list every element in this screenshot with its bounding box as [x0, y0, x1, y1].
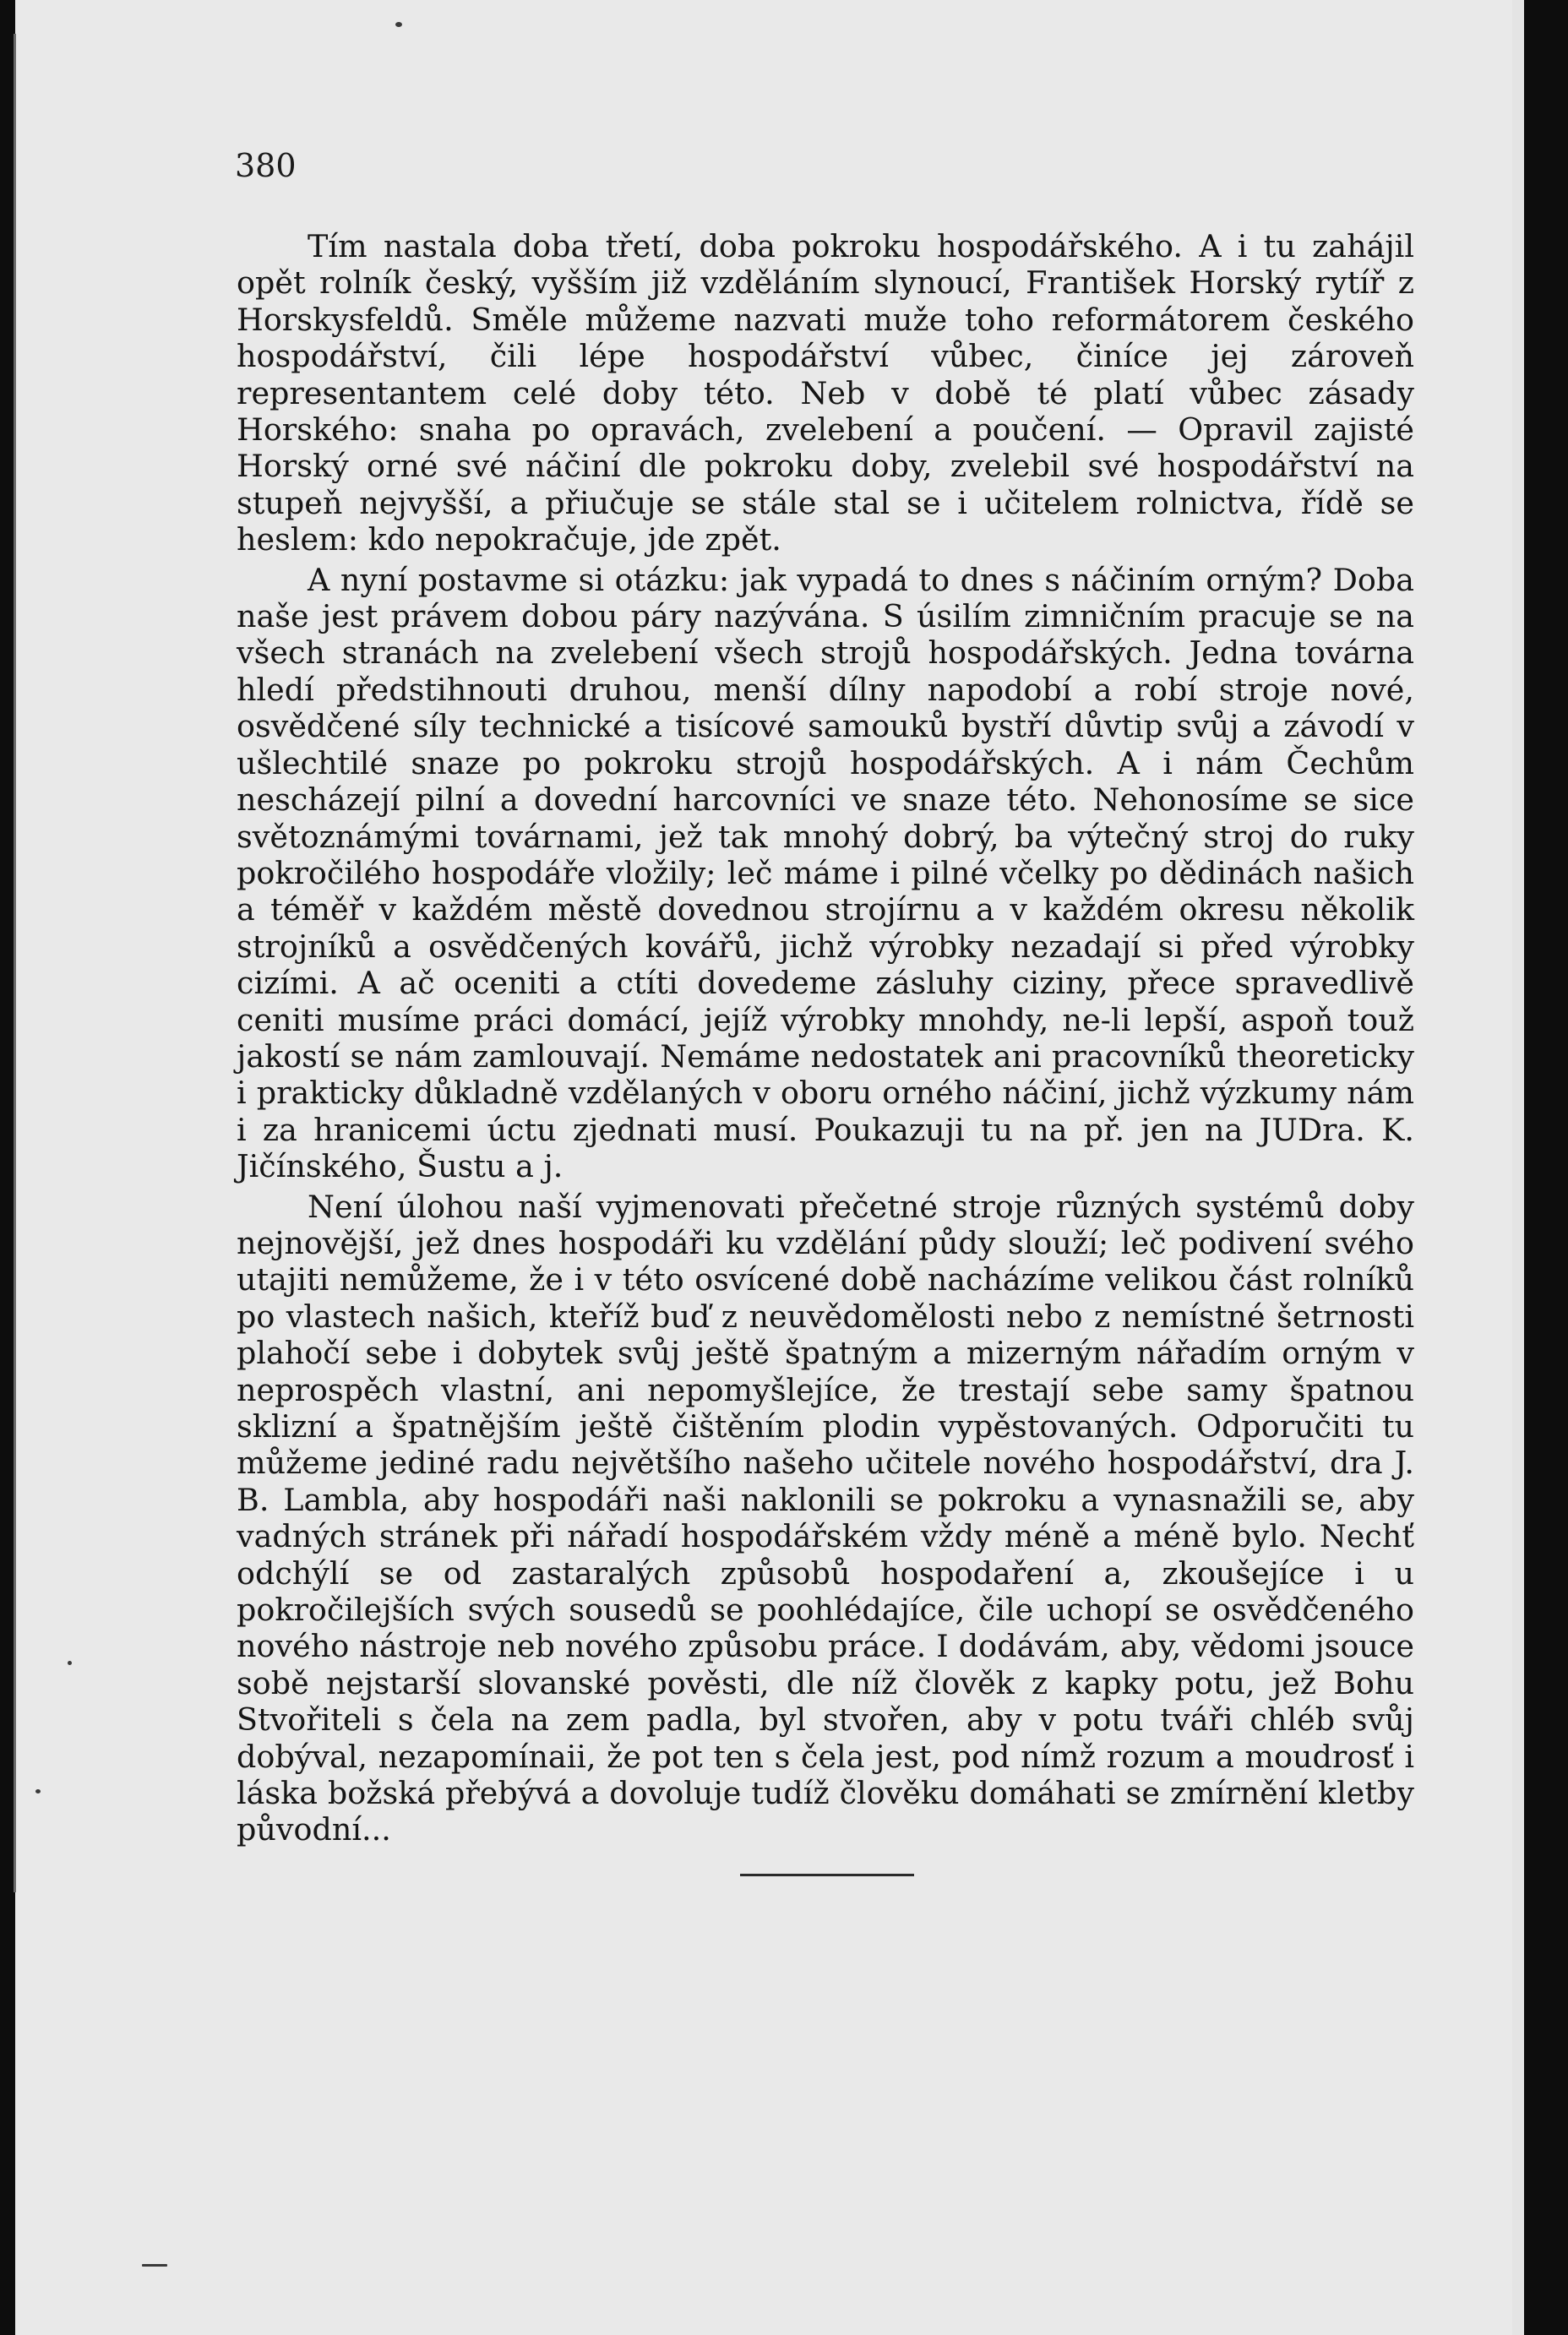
paragraph: Tím nastala doba třetí, doba pokroku hospodářského. A i tu zahájil opět rolník český, vyšším již vzděláním slynoucí, František Horský rytíř z Horskysfeldů. Směle můžeme nazvati muže toho reformátorem českého hospodářství, čili lépe hospodářství vůbec, činíce jej zároveň representantem celé doby této. Neb v době té platí vůbec zásady Horského: snaha po opravách, zvelebení a poučení. — Opravil zajisté Horský orné své náčiní dle pokroku doby, zvelebil své hospodářství na stupeň nejvyšší, a přiučuje se stále stal se i učitelem rolnictva, řídě se heslem: kdo nepokračuje, jde zpět. [237, 228, 1414, 558]
next-page-edge [1512, 0, 1524, 2335]
paragraph: A nyní postavme si otázku: jak vypadá to dnes s náčiním orným? Doba naše jest právem dobou páry nazývána. S úsilím zimničním pracuje se na všech stranách na zvelebení všech strojů hospodářských. Jedna továrna hledí předstihnouti druhou, menší dílny napodobí a robí stroje nové, osvědčené síly technické a tisícové samouků bystří důvtip svůj a závodí v ušlechtilé snaze po pokroku strojů hospodářských. A i nám Čechům nescházejí pilní a dovední harcovníci ve snaze této. Nehonosíme se sice světoznámými továrnami, jež tak mnohý dobrý, ba výtečný stroj do ruky pokročilého hospodáře vložily; leč máme i pilné včelky po dědinách našich a téměř v každém městě dovednou strojírnu a v každém okresu několik strojníků a osvědčených kovářů, jichž výrobky nezadají si před výrobky cizími. A ač oceniti a ctíti dovedeme zásluhy ciziny, přece spravedlivě ceniti musíme práci domácí, jejíž výrobky mnohdy, ne-li lepší, aspoň touž jakostí se nám zamlouvají. Nemáme nedostatek ani pracovníků theoreticky i prakticky důkladně vzdělaných v oboru orného náčiní, jichž výzkumy nám i za hranicemi úctu zjednati musí. Poukazuji tu na př. jen na JUDra. K. Jičínského, Šustu a j. [237, 561, 1414, 1185]
body-text [237, 228, 1414, 1848]
paragraph: Není úlohou naší vyjmenovati přečetné stroje různých systémů doby nejnovější, jež dnes hospodáři ku vzdělání půdy slouží; leč podivení svého utajiti nemůžeme, že i v této osvícené době nacházíme velikou část rolníků po vlastech našich, kteříž buď z neuvědomělosti nebo z nemístné šetrnosti plahočí sebe i dobytek svůj ještě špatným a mizerným nářadím orným v neprospěch vlastní, ani nepomyšlejíce, že trestají sebe samy špatnou sklizní a špatnějším ještě čištěním plodin vypěstovaných. Odporučiti tu můžeme jediné radu největšího našeho učitele nového hospodářství, dra J. B. Lambla, aby hospodáři naši naklonili se pokroku a vynasnažili se, aby vadných stránek při nářadí hospodářském vždy méně a méně bylo. Nechť odchýlí se od zastaralých způsobů hospodaření a, zkoušejíce i u pokročilejších svých sousedů se poohlédajíce, čile uchopí se osvědčeného nového nástroje neb nového způsobu práce. I dodávám, aby, vědomi jsouce sobě nejstarší slovanské pověsti, dle níž člověk z kapky potu, jež Bohu Stvořiteli s čela na zem padla, byl stvořen, aby v potu tváři chléb svůj dobýval, nezapomínaii, že pot ten s čela jest, pod nímž rozum a moudrosť i láska božská přebývá a dovoluje tudíž člověku domáhati se zmírnění kletby původní... [237, 1188, 1414, 1848]
end-rule [740, 1874, 914, 1876]
scan-speck [395, 22, 402, 27]
page-number: 380 [235, 147, 297, 184]
scan-speck [35, 1789, 41, 1793]
binding-edge-line [14, 34, 16, 1892]
scan-speck [68, 1661, 72, 1665]
scan-speck [142, 2264, 167, 2267]
